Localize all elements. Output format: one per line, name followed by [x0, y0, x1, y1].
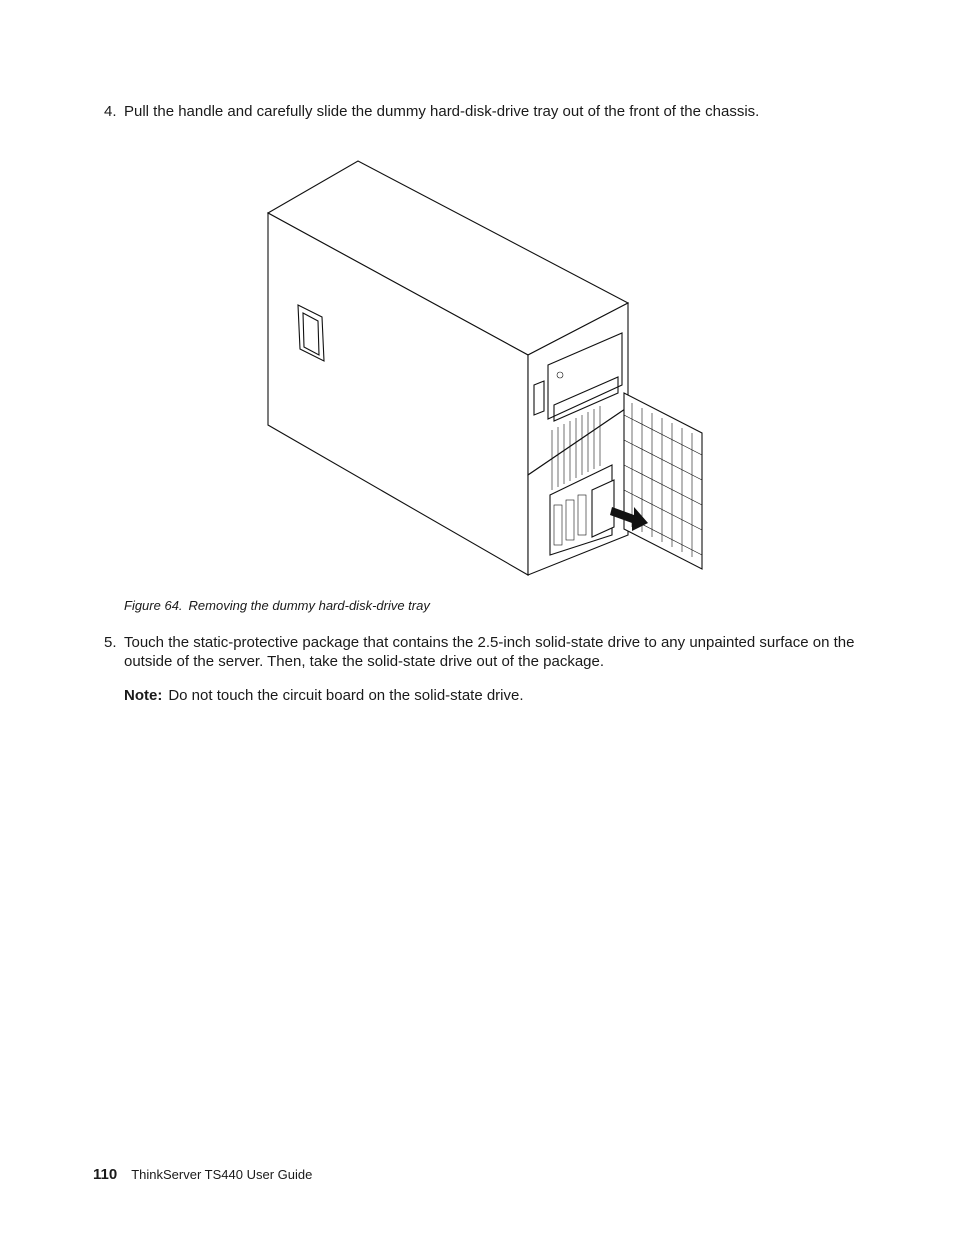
step-5 [104, 633, 864, 671]
figure-label: Figure 64. [124, 598, 183, 613]
step-5-number: 5. [104, 634, 117, 651]
note-label: Note: [124, 687, 163, 704]
figure-caption-text: Removing the dummy hard-disk-drive tray [188, 598, 430, 613]
page-footer [93, 1166, 312, 1183]
step-4-text: Pull the handle and carefully slide the dummy hard-disk-drive tray out of the front of the chassis. [124, 103, 760, 120]
step-4 [104, 102, 864, 121]
server-illustration [262, 155, 708, 577]
note [124, 686, 524, 705]
document-title: ThinkServer TS440 User Guide [131, 1167, 313, 1182]
step-4-number: 4. [104, 103, 117, 120]
figure-caption [124, 598, 430, 613]
page-number: 110 [93, 1166, 118, 1183]
note-text: Do not touch the circuit board on the solid-state drive. [168, 687, 524, 704]
step-5-text: Touch the static-protective package that contains the 2.5-inch solid-state drive to any unpainted surface on the outside of the server. Then, take the solid-state drive out of the package. [124, 634, 855, 670]
